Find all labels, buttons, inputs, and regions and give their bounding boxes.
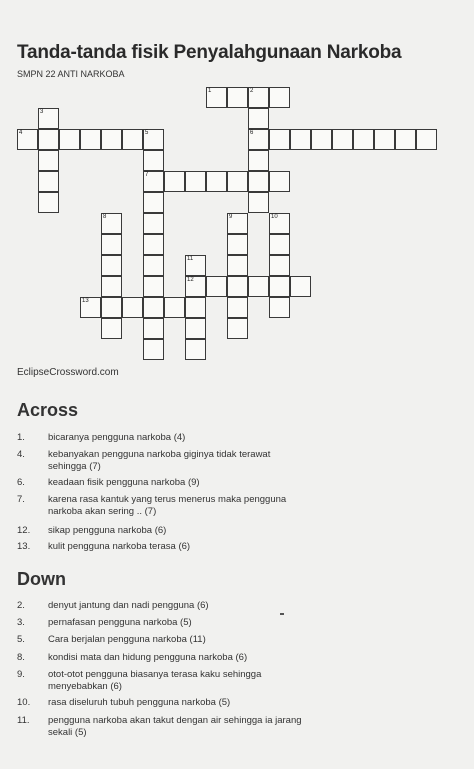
clue-text: sikap pengguna narkoba (6): [48, 525, 167, 536]
grid-cell[interactable]: [38, 150, 59, 171]
cell-number: 4: [19, 130, 23, 136]
grid-cell[interactable]: [227, 318, 248, 339]
grid-cell[interactable]: [248, 171, 269, 192]
grid-cell[interactable]: [332, 129, 353, 150]
clue-text: denyut jantung dan nadi pengguna (6): [48, 600, 209, 611]
grid-cell[interactable]: [185, 276, 206, 297]
clue-number: 11.: [17, 715, 30, 726]
grid-cell[interactable]: [206, 276, 227, 297]
clue-text: kulit pengguna narkoba terasa (6): [48, 541, 191, 552]
clue-number: 8.: [17, 652, 25, 663]
grid-cell[interactable]: [227, 234, 248, 255]
grid-cell[interactable]: [248, 192, 269, 213]
grid-cell[interactable]: [143, 234, 164, 255]
cell-number: 2: [250, 88, 254, 94]
grid-cell[interactable]: [143, 297, 164, 318]
grid-cell[interactable]: [185, 297, 206, 318]
grid-cell[interactable]: [185, 171, 206, 192]
grid-cell[interactable]: [248, 129, 269, 150]
clue-number: 6.: [17, 477, 25, 488]
grid-cell[interactable]: [227, 276, 248, 297]
grid-cell[interactable]: [290, 129, 311, 150]
grid-cell[interactable]: [269, 255, 290, 276]
clue-number: 9.: [17, 669, 25, 680]
cell-number: 1: [208, 88, 212, 94]
grid-cell[interactable]: [101, 318, 122, 339]
cell-number: 3: [40, 109, 44, 115]
grid-cell[interactable]: [143, 213, 164, 234]
grid-cell[interactable]: [80, 297, 101, 318]
clue-number: 2.: [17, 600, 25, 611]
clue-number: 13.: [17, 541, 31, 552]
cell-number: 12: [187, 277, 194, 283]
grid-cell[interactable]: [143, 150, 164, 171]
grid-cell[interactable]: [101, 255, 122, 276]
grid-cell[interactable]: [248, 87, 269, 108]
cell-number: 5: [145, 130, 149, 136]
grid-cell[interactable]: [143, 129, 164, 150]
cell-number: 6: [250, 130, 254, 136]
cell-number: 10: [271, 214, 278, 220]
grid-cell[interactable]: [80, 129, 101, 150]
grid-cell[interactable]: [143, 255, 164, 276]
grid-cell[interactable]: [374, 129, 395, 150]
grid-cell[interactable]: [269, 213, 290, 234]
grid-cell[interactable]: [227, 87, 248, 108]
cell-number: 13: [82, 298, 89, 304]
cell-number: 7: [145, 172, 149, 178]
grid-cell[interactable]: [227, 171, 248, 192]
clue-text: bicaranya pengguna narkoba (4): [48, 432, 186, 443]
clue-text: karena rasa kantuk yang terus menerus maka pengguna narkoba akan sering .. (7): [48, 494, 287, 517]
stray-mark: [280, 613, 284, 615]
grid-cell[interactable]: [59, 129, 80, 150]
clue-text: otot-otot pengguna biasanya terasa kaku sehingga menyebabkan (6): [48, 669, 262, 692]
grid-cell[interactable]: [101, 129, 122, 150]
cell-number: 9: [229, 214, 233, 220]
grid-cell[interactable]: [122, 297, 143, 318]
grid-cell[interactable]: [185, 318, 206, 339]
grid-cell[interactable]: [269, 276, 290, 297]
grid-cell[interactable]: [164, 171, 185, 192]
site-credit: EclipseCrossword.com: [17, 367, 119, 378]
clue-number: 10.: [17, 697, 31, 708]
grid-cell[interactable]: [38, 129, 59, 150]
grid-cell[interactable]: [269, 297, 290, 318]
grid-cell[interactable]: [269, 234, 290, 255]
grid-cell[interactable]: [206, 171, 227, 192]
across-heading: Across: [17, 400, 79, 420]
grid-cell[interactable]: [143, 318, 164, 339]
grid-cell[interactable]: [164, 297, 185, 318]
cell-number: 11: [187, 256, 194, 262]
clue-text: keadaan fisik pengguna narkoba (9): [48, 477, 200, 488]
clue-text: rasa diseluruh tubuh pengguna narkoba (5): [48, 697, 231, 708]
grid-cell[interactable]: [101, 297, 122, 318]
grid-cell[interactable]: [248, 276, 269, 297]
clue-number: 7.: [17, 494, 25, 505]
grid-cell[interactable]: [185, 255, 206, 276]
grid-cell[interactable]: [38, 171, 59, 192]
grid-cell[interactable]: [395, 129, 416, 150]
grid-cell[interactable]: [269, 87, 290, 108]
grid-cell[interactable]: [143, 276, 164, 297]
grid-cell[interactable]: [143, 192, 164, 213]
grid-cell[interactable]: [143, 339, 164, 360]
clue-text: kondisi mata dan hidung pengguna narkoba (6): [48, 652, 248, 663]
clue-number: 12.: [17, 525, 31, 536]
grid-cell[interactable]: [311, 129, 332, 150]
grid-cell[interactable]: [38, 108, 59, 129]
clue-number: 5.: [17, 634, 25, 645]
clue-number: 1.: [17, 432, 25, 443]
clue-text: pengguna narkoba akan takut dengan air sehingga ia jarang sekali (5): [48, 715, 302, 738]
grid-cell[interactable]: [290, 276, 311, 297]
grid-cell[interactable]: [269, 129, 290, 150]
grid-cell[interactable]: [248, 108, 269, 129]
down-heading: Down: [17, 569, 66, 589]
grid-cell[interactable]: [227, 297, 248, 318]
grid-cell[interactable]: [122, 129, 143, 150]
grid-cell[interactable]: [101, 234, 122, 255]
grid-cell[interactable]: [206, 87, 227, 108]
grid-cell[interactable]: [227, 255, 248, 276]
grid-cell[interactable]: [38, 192, 59, 213]
clue-number: 3.: [17, 617, 25, 628]
grid-cell[interactable]: [269, 171, 290, 192]
grid-cell[interactable]: [353, 129, 374, 150]
grid-cell[interactable]: [101, 276, 122, 297]
page-title: Tanda-tanda fisik Penyalahgunaan Narkoba: [17, 42, 402, 63]
cell-number: 8: [103, 214, 107, 220]
clue-text: Cara berjalan pengguna narkoba (11): [48, 634, 206, 645]
clue-number: 4.: [17, 449, 25, 460]
grid-cell[interactable]: [416, 129, 437, 150]
grid-cell[interactable]: [101, 213, 122, 234]
clue-text: kebanyakan pengguna narkoba giginya tidak terawat sehingga (7): [48, 449, 271, 472]
subtitle: SMPN 22 ANTI NARKOBA: [17, 69, 125, 79]
grid-cell[interactable]: [185, 339, 206, 360]
grid-cell[interactable]: [17, 129, 38, 150]
grid-cell[interactable]: [143, 171, 164, 192]
grid-cell[interactable]: [248, 150, 269, 171]
grid-cell[interactable]: [227, 213, 248, 234]
clue-text: pernafasan pengguna narkoba (5): [48, 617, 192, 628]
